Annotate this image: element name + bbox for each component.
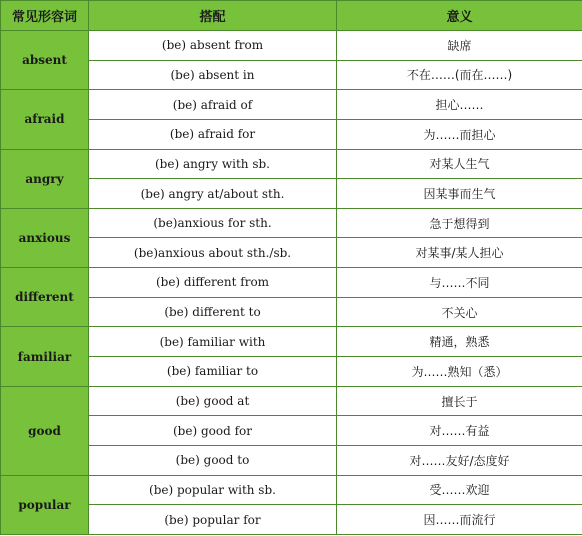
- table-row: [1, 90, 582, 120]
- table-row: [1, 268, 582, 298]
- adjective-cell: anxious: [1, 208, 89, 267]
- collocation-cell: (be) absent in: [89, 60, 337, 90]
- collocation-cell: (be) popular with sb.: [89, 475, 337, 505]
- collocation-cell: (be) afraid for: [89, 119, 337, 149]
- adjective-cell: afraid: [1, 90, 89, 149]
- table-row: [1, 179, 582, 209]
- table-row: [1, 60, 582, 90]
- meaning-cell: 不关心: [337, 297, 582, 327]
- collocation-cell: (be) good to: [89, 445, 337, 475]
- collocation-cell: (be)anxious about sth./sb.: [89, 238, 337, 268]
- collocation-cell: (be) familiar to: [89, 357, 337, 387]
- meaning-cell: 因某事而生气: [337, 179, 582, 209]
- meaning-cell: 缺席: [337, 31, 582, 61]
- meaning-cell: 担心……: [337, 90, 582, 120]
- meaning-cell: 精通，熟悉: [337, 327, 582, 357]
- meaning-cell: 急于想得到: [337, 208, 582, 238]
- meaning-cell: 与……不同: [337, 268, 582, 298]
- table-row: [1, 119, 582, 149]
- table-row: [1, 416, 582, 446]
- meaning-cell: 对……友好/态度好: [337, 445, 582, 475]
- table-row: [1, 386, 582, 416]
- collocation-cell: (be) absent from: [89, 31, 337, 61]
- collocation-cell: (be) good at: [89, 386, 337, 416]
- collocation-cell: (be) different from: [89, 268, 337, 298]
- adjective-cell: good: [1, 386, 89, 475]
- collocation-cell: (be) different to: [89, 297, 337, 327]
- adjective-cell: absent: [1, 31, 89, 90]
- table-row: [1, 475, 582, 505]
- adjective-cell: angry: [1, 149, 89, 208]
- header-adjective: 常见形容词: [1, 1, 89, 31]
- adjective-cell: familiar: [1, 327, 89, 386]
- collocation-cell: (be) afraid of: [89, 90, 337, 120]
- meaning-cell: 擅长于: [337, 386, 582, 416]
- table-row: [1, 505, 582, 535]
- meaning-cell: 为……熟知（悉）: [337, 357, 582, 387]
- collocation-cell: (be) familiar with: [89, 327, 337, 357]
- header-collocation: 搭配: [89, 1, 337, 31]
- meaning-cell: 对……有益: [337, 416, 582, 446]
- table-row: [1, 149, 582, 179]
- meaning-cell: 为……而担心: [337, 119, 582, 149]
- meaning-cell: 对某人生气: [337, 149, 582, 179]
- header-meaning: 意义: [337, 1, 582, 31]
- collocation-cell: (be)anxious for sth.: [89, 208, 337, 238]
- collocation-cell: (be) popular for: [89, 505, 337, 535]
- table-row: [1, 327, 582, 357]
- collocation-cell: (be) angry at/about sth.: [89, 179, 337, 209]
- adjective-cell: different: [1, 268, 89, 327]
- meaning-cell: 对某事/某人担心: [337, 238, 582, 268]
- table-row: [1, 208, 582, 238]
- table-row: [1, 31, 582, 61]
- collocation-cell: (be) angry with sb.: [89, 149, 337, 179]
- meaning-cell: 因……而流行: [337, 505, 582, 535]
- table-row: [1, 297, 582, 327]
- meaning-cell: 受……欢迎: [337, 475, 582, 505]
- table-row: [1, 357, 582, 387]
- adjective-cell: popular: [1, 475, 89, 534]
- header-row: [1, 1, 582, 31]
- table-row: [1, 238, 582, 268]
- meaning-cell: 不在……(而在……): [337, 60, 582, 90]
- table-row: [1, 445, 582, 475]
- collocation-cell: (be) good for: [89, 416, 337, 446]
